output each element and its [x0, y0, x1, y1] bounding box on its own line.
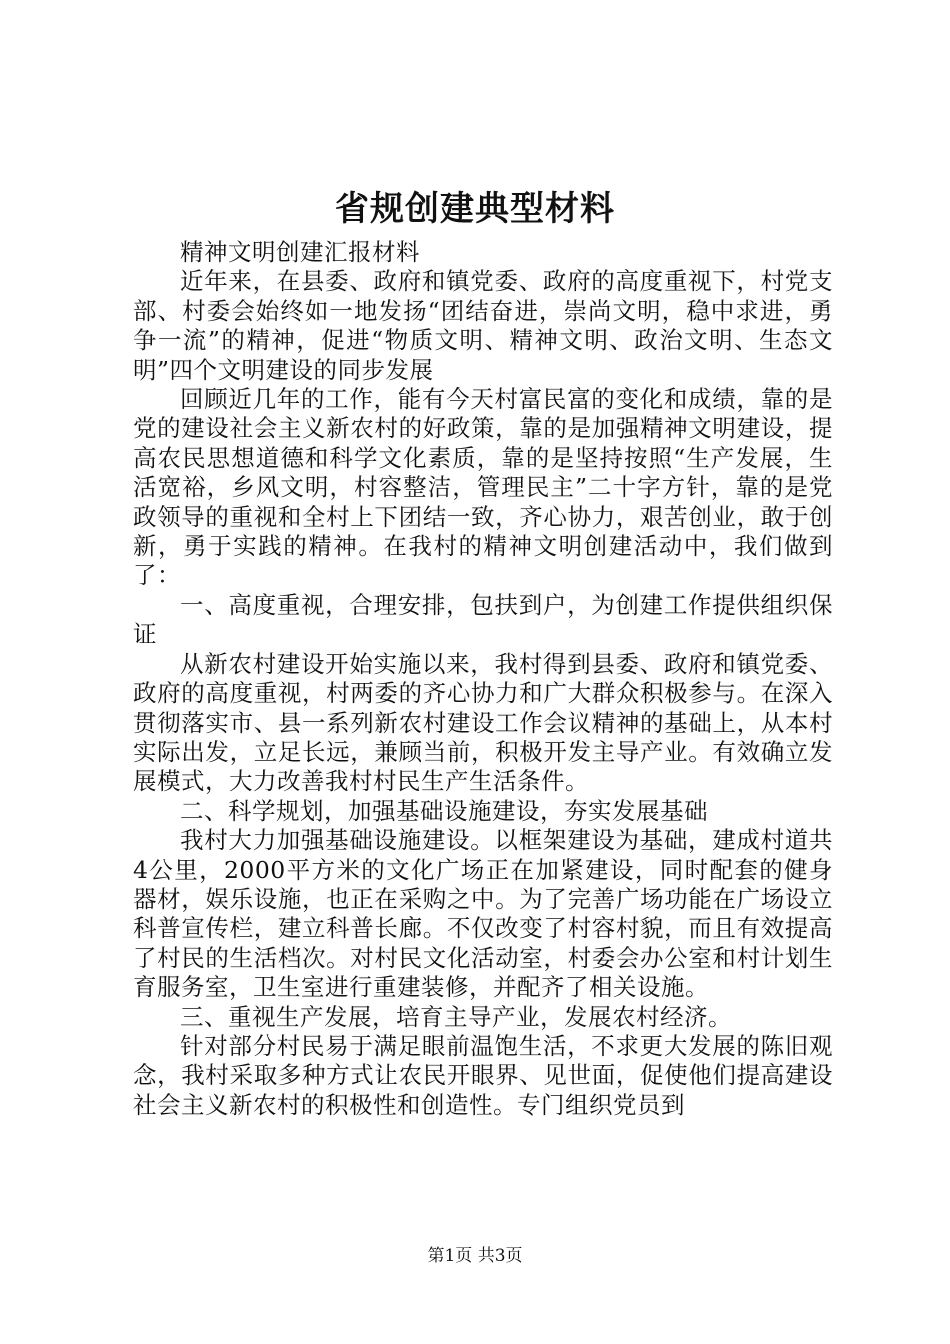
paragraph: 近年来，在县委、政府和镇党委、政府的高度重视下，村党支部、村委会始终如一地发扬“团结奋进，崇尚文明，稳中求进，勇争一流”的精神，促进“物质文明、精神文明、政治文明、生态文明”四个文明建设的同步发展	[133, 267, 833, 384]
page-number: 第1页 共3页	[427, 1246, 523, 1266]
document-body	[133, 238, 833, 1120]
section-heading: 三、重视生产发展，培育主导产业，发展农村经济。	[180, 1002, 732, 1031]
paragraph: 我村大力加强基础设施建设。以框架建设为基础，建成村道共4公里，2000平方米的文化广场正在加紧建设，同时配套的健身器材，娱乐设施，也正在采购之中。为了完善广场功能在广场设立科普宣传栏，建立科普长廊。不仅改变了村容村貌，而且有效提高了村民的生活档次。对村民文化活动室，村委会办公室和村计划生育服务室，卫生室进行重建装修，并配齐了相关设施。	[133, 826, 833, 1002]
section-heading: 一、高度重视，合理安排，包扶到户，为创建工作提供组织保证	[133, 590, 833, 649]
paragraph: 回顾近几年的工作，能有今天村富民富的变化和成绩，靠的是党的建设社会主义新农村的好政策，靠的是加强精神文明建设，提高农民思想道德和科学文化素质，靠的是坚持按照“生产发展，生活宽裕，乡风文明，村容整洁，管理民主”二十字方针，靠的是党政领导的重视和全村上下团结一致，齐心协力，艰苦创业，敢于创新，勇于实践的精神。在我村的精神文明创建活动中，我们做到了：	[133, 385, 833, 590]
section-heading: 二、科学规划，加强基础设施建设，夯实发展基础	[180, 796, 708, 825]
paragraph-subtitle: 精神文明创建汇报材料	[180, 238, 420, 266]
document-title: 省规创建典型材料	[335, 189, 615, 229]
paragraph: 针对部分村民易于满足眼前温饱生活，不求更大发展的陈旧观念，我村采取多种方式让农民开眼界、见世面，促使他们提高建设社会主义新农村的积极性和创造性。专门组织党员到	[133, 1031, 833, 1119]
paragraph: 从新农村建设开始实施以来，我村得到县委、政府和镇党委、政府的高度重视，村两委的齐心协力和广大群众积极参与。在深入贯彻落实市、县一系列新农村建设工作会议精神的基础上，从本村实际出发，立足长远，兼顾当前，积极开发主导产业。有效确立发展模式，大力改善我村村民生产生活条件。	[133, 649, 833, 796]
